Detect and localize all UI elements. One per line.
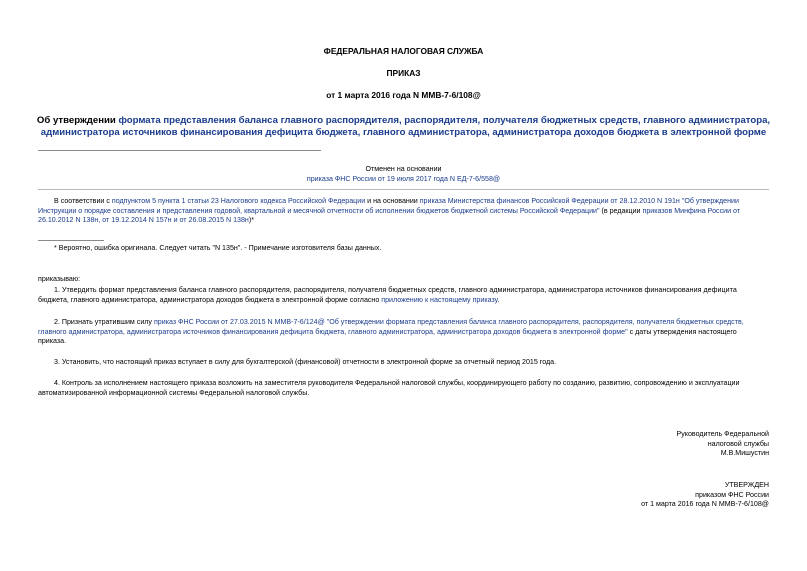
title-link-line1[interactable]: формата представления баланса главного распорядителя, распорядителя, получателя бюджетных средств, главного администратора, — [118, 115, 771, 126]
item-4-line1: 4. Контроль за исполнением настоящего приказа возложить на заместителя руководителя Федеральной налоговой службы, координирующего работу по созданию, развитию, сопровождению и эксплуатации — [54, 379, 740, 387]
approval-block — [641, 481, 769, 510]
preamble-text-b: и на основании — [365, 197, 420, 205]
divider-short — [38, 150, 321, 151]
signature-block — [677, 430, 770, 459]
item-4-line2: автоматизированной информационной системы Федеральной налоговой службы. — [38, 388, 310, 397]
tax-code-link[interactable]: подпунктом 5 пункта 1 статьи 23 Налогового кодекса Российской Федерации — [111, 197, 366, 205]
preamble-text-c: (в редакции — [599, 206, 643, 215]
item-1-line1: 1. Утвердить формат представления баланса главного распорядителя, распорядителя, получателя бюджетных средств, главного администратора, администратора источников финансирования дефицита — [54, 286, 737, 294]
preamble-text-a: В соответствии с — [54, 197, 112, 205]
doc-date-number: от 1 марта 2016 года N ММВ-7-6/108@ — [326, 90, 481, 100]
item-2-text: 2. Признать утратившим силу — [54, 318, 154, 326]
order-word: приказываю: — [38, 275, 81, 283]
item-3: 3. Установить, что настоящий приказ вступает в силу для бухгалтерской (финансовой) отчетности в электронной форме за отчетный период 2015 года. — [54, 358, 557, 366]
appendix-link[interactable]: приложению к настоящему приказу — [381, 295, 498, 304]
document-title — [20, 115, 787, 139]
item-2-text-b: с даты утверждения настоящего — [627, 327, 737, 336]
title-link-line2[interactable]: администратора источников финансирования дефицита бюджета, главного администратора, администратора доходов бюджета в электронной форме — [40, 127, 767, 138]
signature-name: М.В.Мишустин — [720, 449, 769, 458]
signature-line2: налоговой службы — [707, 439, 769, 448]
preamble-text-d: )* — [248, 216, 254, 225]
item-2 — [38, 318, 769, 347]
minfin-amend-link[interactable]: приказов Минфина России от — [642, 206, 741, 215]
repealed-order-link-cont[interactable]: главного администратора, администратора источников финансирования дефицита бюджета, главного администратора, администратора доходов бюджета в электронной форме" — [38, 327, 628, 336]
cancellation-text: Отменен на основании — [365, 165, 442, 173]
item-4 — [38, 379, 769, 398]
repealed-order-link[interactable]: приказ ФНС России от 27.03.2015 N ММВ-7-6/124@ "Об утверждении формата представления баланса главного распорядителя, распорядителя, получателя бюджетных средств, — [153, 318, 744, 326]
title-prefix: Об утверждении — [36, 115, 119, 126]
cancellation-note — [0, 165, 807, 184]
approval-line2: приказом ФНС России — [695, 490, 769, 499]
cancellation-link[interactable]: приказа ФНС России от 19 июля 2017 года N ЕД-7-6/558@ — [306, 174, 501, 183]
minfin-order-link[interactable]: приказа Министерства финансов Российской Федерации от 28.12.2010 N 191н "Об утверждении — [419, 197, 739, 205]
instruction-link[interactable]: Инструкции о порядке составления и представления годовой, квартальной и месячной отчетности об исполнении бюджетов бюджетной системы Российской Федерации" — [38, 206, 600, 215]
item-1 — [38, 286, 769, 305]
item-2-line3: приказа. — [38, 337, 67, 346]
item-1-text: бюджета, главного администратора, администратора доходов бюджета в электронной форме согласно — [38, 295, 382, 304]
footnote-divider — [38, 240, 104, 241]
agency-heading: ФЕДЕРАЛЬНАЯ НАЛОГОВАЯ СЛУЖБА — [323, 46, 484, 56]
item-1-end: . — [497, 295, 500, 304]
approval-line1: УТВЕРЖДЕН — [724, 481, 769, 489]
approval-line3: от 1 марта 2016 года N ММВ-7-6/108@ — [641, 500, 769, 509]
doc-type-heading: ПРИКАЗ — [386, 68, 421, 78]
preamble — [38, 197, 769, 226]
signature-line1: Руководитель Федеральной — [676, 430, 769, 438]
divider-long — [38, 189, 769, 190]
footnote: * Вероятно, ошибка оригинала. Следует читать "N 135н". - Примечание изготовителя базы данных. — [54, 244, 382, 252]
amend-dates-link[interactable]: 26.10.2012 N 138н, от 19.12.2014 N 157н и от 26.08.2015 N 138н — [38, 216, 249, 225]
